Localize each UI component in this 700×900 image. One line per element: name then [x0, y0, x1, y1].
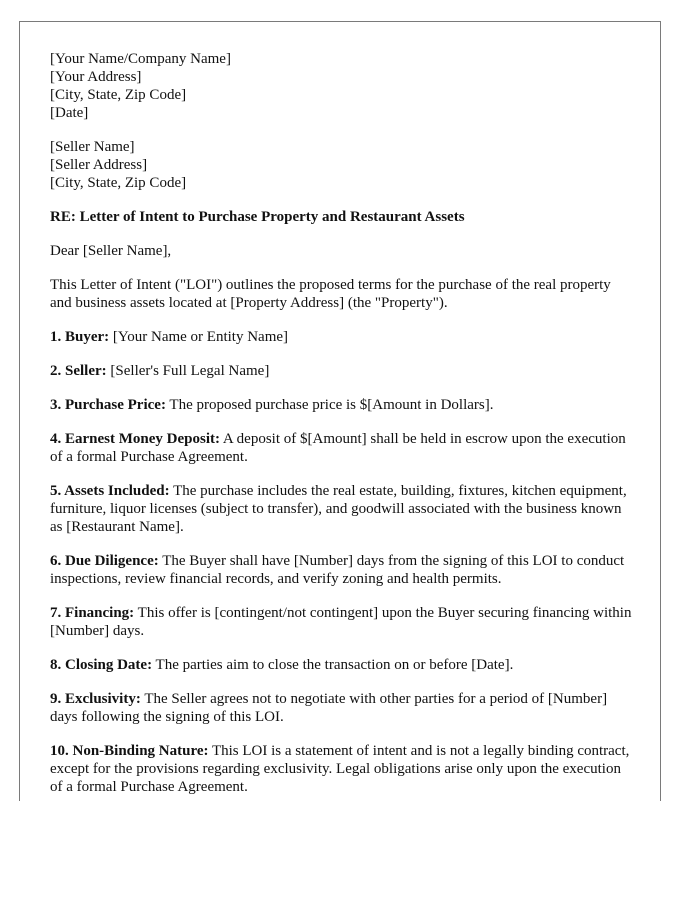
letter-date: [Date] — [50, 105, 89, 121]
salutation: Dear [Seller Name], — [50, 243, 172, 259]
term-buyer — [50, 328, 635, 346]
sender-name: [Your Name/Company Name] — [50, 51, 231, 67]
term-due-diligence — [50, 552, 635, 588]
term-purchase-price — [50, 396, 635, 414]
term-non-binding — [50, 742, 635, 796]
sender-block — [50, 50, 635, 122]
term-text: The proposed purchase price is $[Amount in Dollars]. — [165, 397, 494, 413]
term-text: This offer is [contingent/not contingent] upon the Buyer securing financing within [Number] days. — [50, 605, 632, 639]
letter-page — [19, 21, 661, 801]
term-closing-date — [50, 656, 635, 674]
term-text: The purchase includes the real estate, building, fixtures, kitchen equipment, furniture, liquor licenses (subject to transfer), and goodwill associated with the business known as [Restaurant Name]. — [50, 483, 627, 535]
term-label: 7. Financing: — [50, 605, 135, 621]
term-earnest-money — [50, 430, 635, 466]
recipient-city-state-zip: [City, State, Zip Code] — [50, 175, 187, 191]
letter-body — [50, 50, 635, 801]
term-label: 2. Seller: — [50, 363, 107, 379]
recipient-block — [50, 138, 635, 192]
subject-line: RE: Letter of Intent to Purchase Property and Restaurant Assets — [50, 209, 465, 225]
term-text: The Buyer shall have [Number] days from the signing of this LOI to conduct inspections, review financial records, and verify zoning and health permits. — [50, 553, 625, 587]
term-text: [Your Name or Entity Name] — [109, 329, 289, 345]
term-assets-included — [50, 482, 635, 536]
term-label: 5. Assets Included: — [50, 483, 170, 499]
term-exclusivity — [50, 690, 635, 726]
recipient-name: [Seller Name] — [50, 139, 135, 155]
sender-address: [Your Address] — [50, 69, 142, 85]
term-label: 8. Closing Date: — [50, 657, 153, 673]
term-text: [Seller's Full Legal Name] — [106, 363, 270, 379]
term-text: The parties aim to close the transaction on or before [Date]. — [152, 657, 514, 673]
term-label: 3. Purchase Price: — [50, 397, 166, 413]
term-label: 1. Buyer: — [50, 329, 110, 345]
recipient-address: [Seller Address] — [50, 157, 148, 173]
sender-city-state-zip: [City, State, Zip Code] — [50, 87, 187, 103]
term-financing — [50, 604, 635, 640]
term-text: A deposit of $[Amount] shall be held in escrow upon the execution of a formal Purchase Agreement. — [50, 431, 626, 465]
term-seller — [50, 362, 635, 380]
term-label: 4. Earnest Money Deposit: — [50, 431, 220, 447]
term-text: This LOI is a statement of intent and is not a legally binding contract, except for the provisions regarding exclusivity. Legal obligations arise only upon the execution of a formal Purchase Agreement. — [50, 743, 630, 795]
term-label: 10. Non-Binding Nature: — [50, 743, 209, 759]
term-label: 9. Exclusivity: — [50, 691, 141, 707]
intro-paragraph: This Letter of Intent ("LOI") outlines the proposed terms for the purchase of the real property and business assets located at [Property Address] (the "Property"). — [50, 277, 611, 311]
term-label: 6. Due Diligence: — [50, 553, 159, 569]
term-text: The Seller agrees not to negotiate with other parties for a period of [Number] days following the signing of this LOI. — [50, 691, 608, 725]
